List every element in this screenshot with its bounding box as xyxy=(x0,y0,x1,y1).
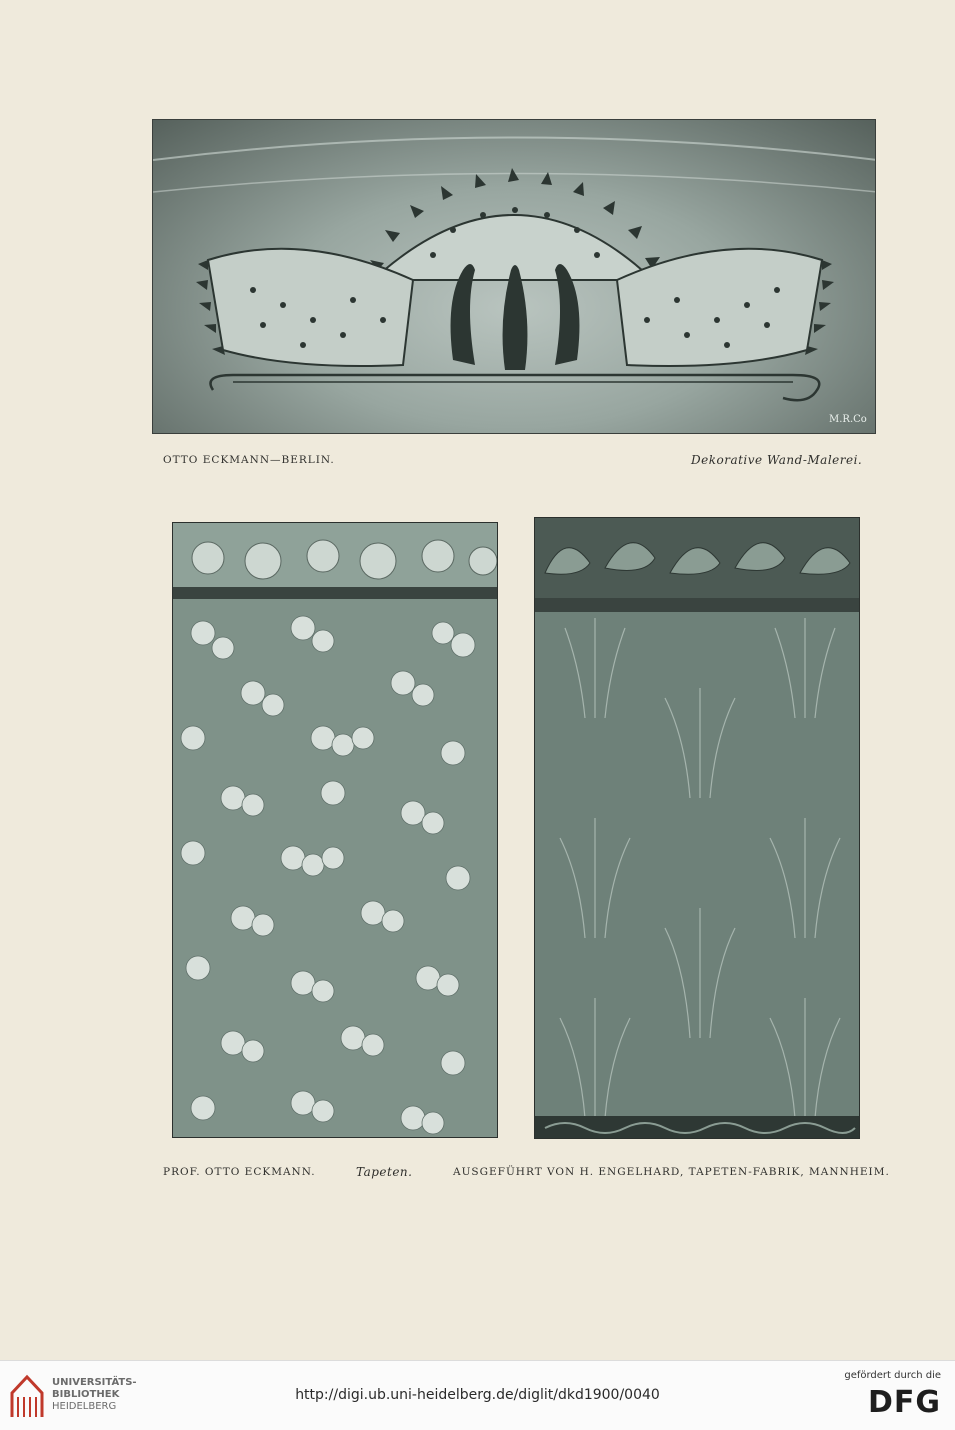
bottom-plate-credit-caption: AUSGEFÜHRT VON H. ENGELHARD, TAPETEN-FABRIK, MANNHEIM. xyxy=(453,1166,890,1178)
wallpaper-panel-left xyxy=(172,522,498,1138)
wallpaper-panel-right xyxy=(534,517,860,1139)
library-line-2: BIBLIOTHEK xyxy=(52,1389,120,1400)
library-line-1: UNIVERSITÄTS- xyxy=(52,1377,137,1388)
bottom-plate-title-caption: Tapeten. xyxy=(356,1165,413,1179)
bottom-plate-artist-caption: PROF. OTTO ECKMANN. xyxy=(163,1166,316,1178)
plate-signature: M.R.Co xyxy=(829,414,867,425)
dfg-logo[interactable]: DFG xyxy=(867,1385,941,1420)
top-plate-title-caption: Dekorative Wand-Malerei. xyxy=(691,453,863,467)
peacock-illustration xyxy=(153,120,876,434)
top-plate-artist-caption: OTTO ECKMANN—BERLIN. xyxy=(163,454,335,466)
permalink-url[interactable]: http://digi.ub.uni-heidelberg.de/diglit/dkd1900/0040 xyxy=(295,1387,660,1403)
viewer-footer xyxy=(0,1360,955,1430)
sponsor-label: gefördert durch die xyxy=(844,1370,941,1381)
leaf-stem-pattern xyxy=(535,518,860,1139)
wall-painting-plate xyxy=(152,119,876,434)
nasturtium-pattern xyxy=(173,523,498,1138)
library-line-3: HEIDELBERG xyxy=(52,1401,117,1412)
